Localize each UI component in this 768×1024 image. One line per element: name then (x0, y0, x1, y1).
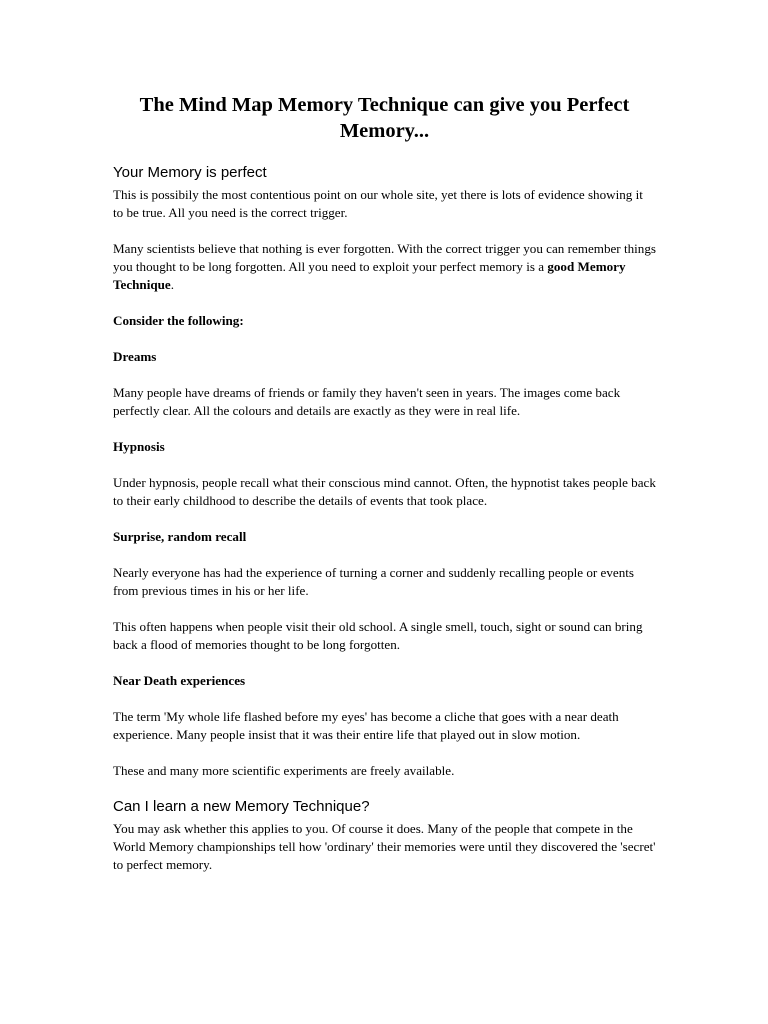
scientists-paragraph (113, 240, 656, 294)
near-death-paragraph: The term 'My whole life flashed before my eyes' has become a cliche that goes with a near death experience. Many people insist that it was their entire life that played out in slow motion. (113, 709, 619, 742)
dreams-heading: Dreams (113, 349, 157, 364)
document-page (113, 92, 656, 892)
hypnosis-paragraph: Under hypnosis, people recall what their conscious mind cannot. Often, the hypnotist takes people back to their early childhood to describe the details of events that took place. (113, 475, 656, 508)
intro-paragraph: This is possibily the most contentious point on our whole site, yet there is lots of evidence showing it to be true. All you need is the correct trigger. (113, 187, 643, 220)
near-death-heading: Near Death experiences (113, 673, 246, 688)
learn-paragraph: You may ask whether this applies to you. Of course it does. Many of the people that compete in the World Memory championships tell how 'ordinary' their memories were until they discovered the 'secret' to perfect memory. (113, 821, 656, 872)
memory-technique-emphasis: good Memory Technique (113, 259, 626, 292)
section-heading-learn-technique: Can I learn a new Memory Technique? (113, 798, 370, 815)
document-title: The Mind Map Memory Technique can give you Perfect Memory... (139, 94, 630, 142)
section-heading-memory-perfect: Your Memory is perfect (113, 164, 267, 181)
surprise-paragraph-1: Nearly everyone has had the experience of turning a corner and suddenly recalling people or events from previous times in his or her life. (113, 565, 634, 598)
scientists-text: Many scientists believe that nothing is ever forgotten. With the correct trigger you can remember things you thought to be long forgotten. All you need to exploit your perfect memory is a (113, 241, 656, 274)
scientists-text-end: . (170, 277, 175, 292)
surprise-heading: Surprise, random recall (113, 529, 247, 544)
surprise-paragraph-2: This often happens when people visit their old school. A single smell, touch, sight or sound can bring back a flood of memories thought to be long forgotten. (113, 619, 643, 652)
hypnosis-heading: Hypnosis (113, 439, 165, 454)
closing-paragraph: These and many more scientific experiments are freely available. (113, 763, 455, 778)
dreams-paragraph: Many people have dreams of friends or family they haven't seen in years. The images come back perfectly clear. All the colours and details are exactly as they were in real life. (113, 385, 621, 418)
consider-heading: Consider the following: (113, 313, 244, 328)
